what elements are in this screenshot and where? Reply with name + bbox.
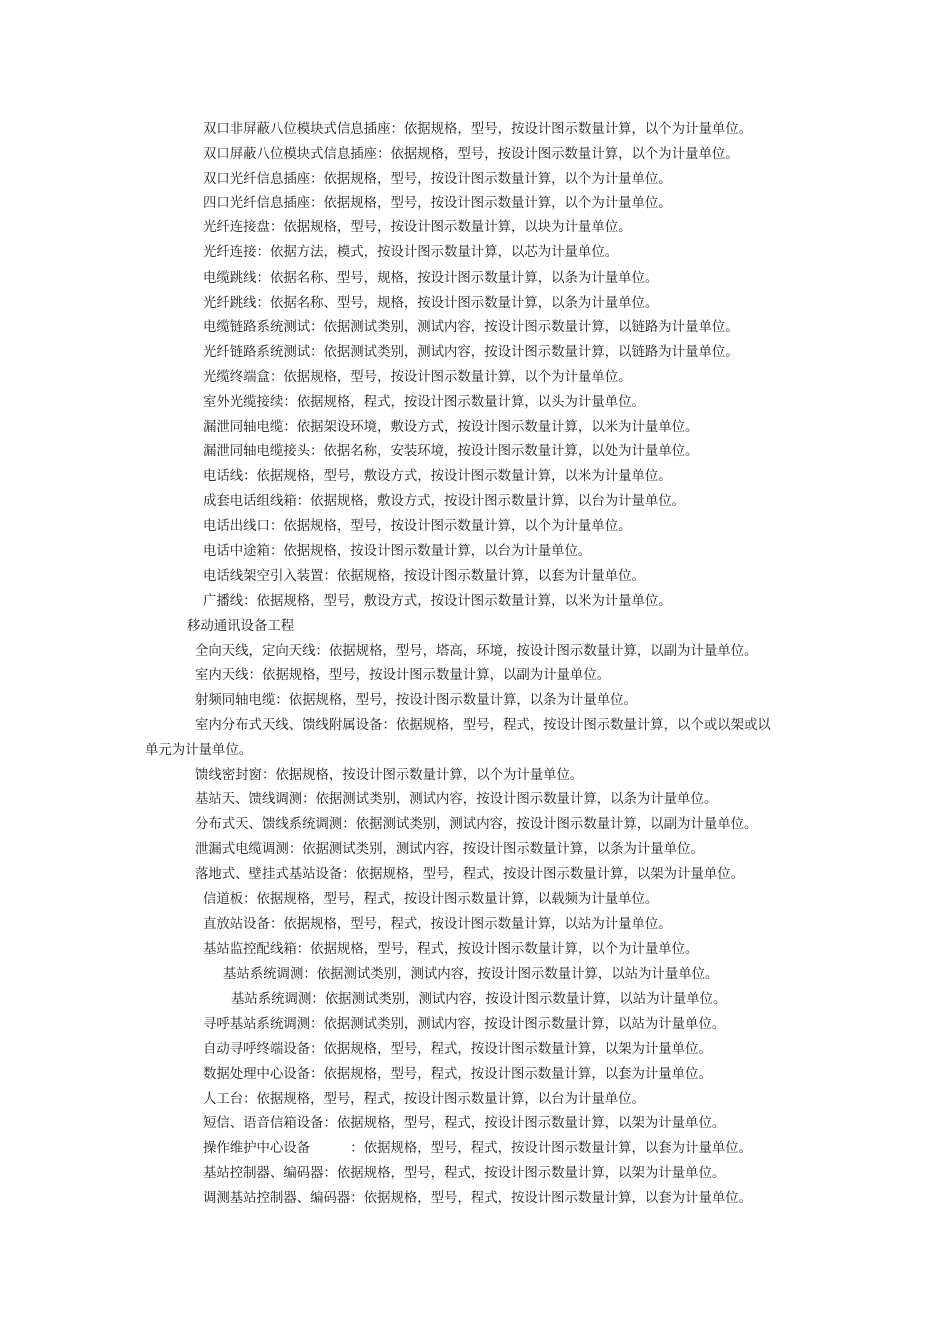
text-line-42: 操作维护中心设备 ：依据规格，型号，程式，按设计图示数量计算，以套为计量单位。 — [203, 1141, 753, 1156]
text-line-10: 光纤链路系统测试：依据测试类别，测试内容，按设计图示数量计算，以链路为计量单位。 — [203, 345, 739, 360]
text-line-35: 基站系统调测：依据测试类别，测试内容，按设计图示数量计算，以站为计量单位。 — [223, 967, 719, 982]
text-line-36: 基站系统调测：依据测试类别，测试内容，按设计图示数量计算，以站为计量单位。 — [231, 992, 727, 1007]
text-line-4: 四口光纤信息插座：依据规格，型号，按设计图示数量计算，以个为计量单位。 — [203, 196, 672, 211]
text-line-19: 电话线架空引入装置：依据规格，按设计图示数量计算，以套为计量单位。 — [203, 569, 645, 584]
text-line-44: 调测基站控制器、编码器：依据规格，型号，程式，按设计图示数量计算，以套为计量单位。 — [203, 1191, 753, 1206]
text-line-27: 馈线密封窗：依据规格，按设计图示数量计算，以个为计量单位。 — [195, 768, 584, 783]
text-line-30: 泄漏式电缆调测：依据测试类别，测试内容，按设计图示数量计算，以条为计量单位。 — [195, 842, 704, 857]
text-line-29: 分布式天、馈线系统调测：依据测试类别，测试内容，按设计图示数量计算，以副为计量单位。 — [195, 817, 758, 832]
text-line-7: 电缆跳线：依据名称、型号，规格，按设计图示数量计算，以条为计量单位。 — [203, 271, 659, 286]
text-line-24: 射频同轴电缆：依据规格，型号，按设计图示数量计算，以条为计量单位。 — [195, 693, 637, 708]
text-line-43: 基站控制器、编码器：依据规格，型号，程式，按设计图示数量计算，以架为计量单位。 — [203, 1166, 726, 1181]
text-line-15: 电话线：依据规格，型号，敷设方式，按设计图示数量计算，以米为计量单位。 — [203, 469, 672, 484]
text-line-9: 电缆链路系统测试：依据测试类别，测试内容，按设计图示数量计算，以链路为计量单位。 — [203, 320, 739, 335]
text-line-37: 寻呼基站系统调测：依据测试类别，测试内容，按设计图示数量计算，以站为计量单位。 — [203, 1017, 726, 1032]
text-line-33: 直放站设备：依据规格，型号，程式，按设计图示数量计算，以站为计量单位。 — [203, 917, 672, 932]
text-line-1: 双口非屏蔽八位模块式信息插座：依据规格，型号，按设计图示数量计算，以个为计量单位。 — [203, 122, 753, 137]
text-line-3: 双口光纤信息插座：依据规格，型号，按设计图示数量计算，以个为计量单位。 — [203, 172, 672, 187]
text-line-12: 室外光缆接续：依据规格，程式，按设计图示数量计算，以头为计量单位。 — [203, 395, 645, 410]
text-line-18: 电话中途箱：依据规格，按设计图示数量计算，以台为计量单位。 — [203, 544, 592, 559]
text-line-39: 数据处理中心设备：依据规格，型号，程式，按设计图示数量计算，以套为计量单位。 — [203, 1067, 712, 1082]
section-heading: 移动通讯设备工程 — [187, 619, 295, 634]
text-line-20: 广播线：依据规格，型号，敷设方式，按设计图示数量计算，以米为计量单位。 — [203, 594, 672, 609]
text-line-11: 光缆终端盒：依据规格，型号，按设计图示数量计算，以个为计量单位。 — [203, 370, 632, 385]
text-line-22: 全向天线，定向天线：依据规格，型号，塔高，环境，按设计图示数量计算，以副为计量单位。 — [195, 644, 758, 659]
text-line-5: 光纤连接盘：依据规格，型号，按设计图示数量计算，以块为计量单位。 — [203, 220, 632, 235]
text-line-17: 电话出线口：依据规格，型号，按设计图示数量计算，以个为计量单位。 — [203, 519, 632, 534]
text-line-8: 光纤跳线：依据名称、型号，规格，按设计图示数量计算，以条为计量单位。 — [203, 296, 659, 311]
text-line-40: 人工台：依据规格，型号，程式，按设计图示数量计算，以台为计量单位。 — [203, 1092, 645, 1107]
text-line-16: 成套电话组线箱：依据规格，敷设方式，按设计图示数量计算，以台为计量单位。 — [203, 494, 686, 509]
text-line-26: 单元为计量单位。 — [145, 743, 253, 758]
text-line-23: 室内天线：依据规格，型号，按设计图示数量计算，以副为计量单位。 — [195, 668, 611, 683]
text-line-34: 基站监控配线箱：依据规格，型号，程式，按设计图示数量计算，以个为计量单位。 — [203, 942, 699, 957]
text-line-31: 落地式、壁挂式基站设备：依据规格，型号，程式，按设计图示数量计算，以架为计量单位。 — [195, 867, 745, 882]
text-line-2: 双口屏蔽八位模块式信息插座：依据规格，型号，按设计图示数量计算，以个为计量单位。 — [203, 147, 739, 162]
text-line-14: 漏泄同轴电缆接头：依据名称，安装环境，按设计图示数量计算，以处为计量单位。 — [203, 444, 699, 459]
text-line-6: 光纤连接：依据方法，模式，按设计图示数量计算，以芯为计量单位。 — [203, 245, 619, 260]
text-line-41: 短信、语音信箱设备：依据规格，型号，程式，按设计图示数量计算，以架为计量单位。 — [203, 1116, 726, 1131]
text-line-32: 信道板：依据规格，型号，程式，按设计图示数量计算，以载频为计量单位。 — [203, 892, 659, 907]
text-line-28: 基站天、馈线调测：依据测试类别，测试内容，按设计图示数量计算，以条为计量单位。 — [195, 792, 718, 807]
text-line-38: 自动寻呼终端设备：依据规格，型号，程式，按设计图示数量计算，以架为计量单位。 — [203, 1042, 712, 1057]
text-line-25: 室内分布式天线、馈线附属设备：依据规格，型号，程式，按设计图示数量计算，以个或以架或以 — [195, 718, 771, 733]
text-line-13: 漏泄同轴电缆：依据架设环境，敷设方式，按设计图示数量计算，以米为计量单位。 — [203, 420, 699, 435]
